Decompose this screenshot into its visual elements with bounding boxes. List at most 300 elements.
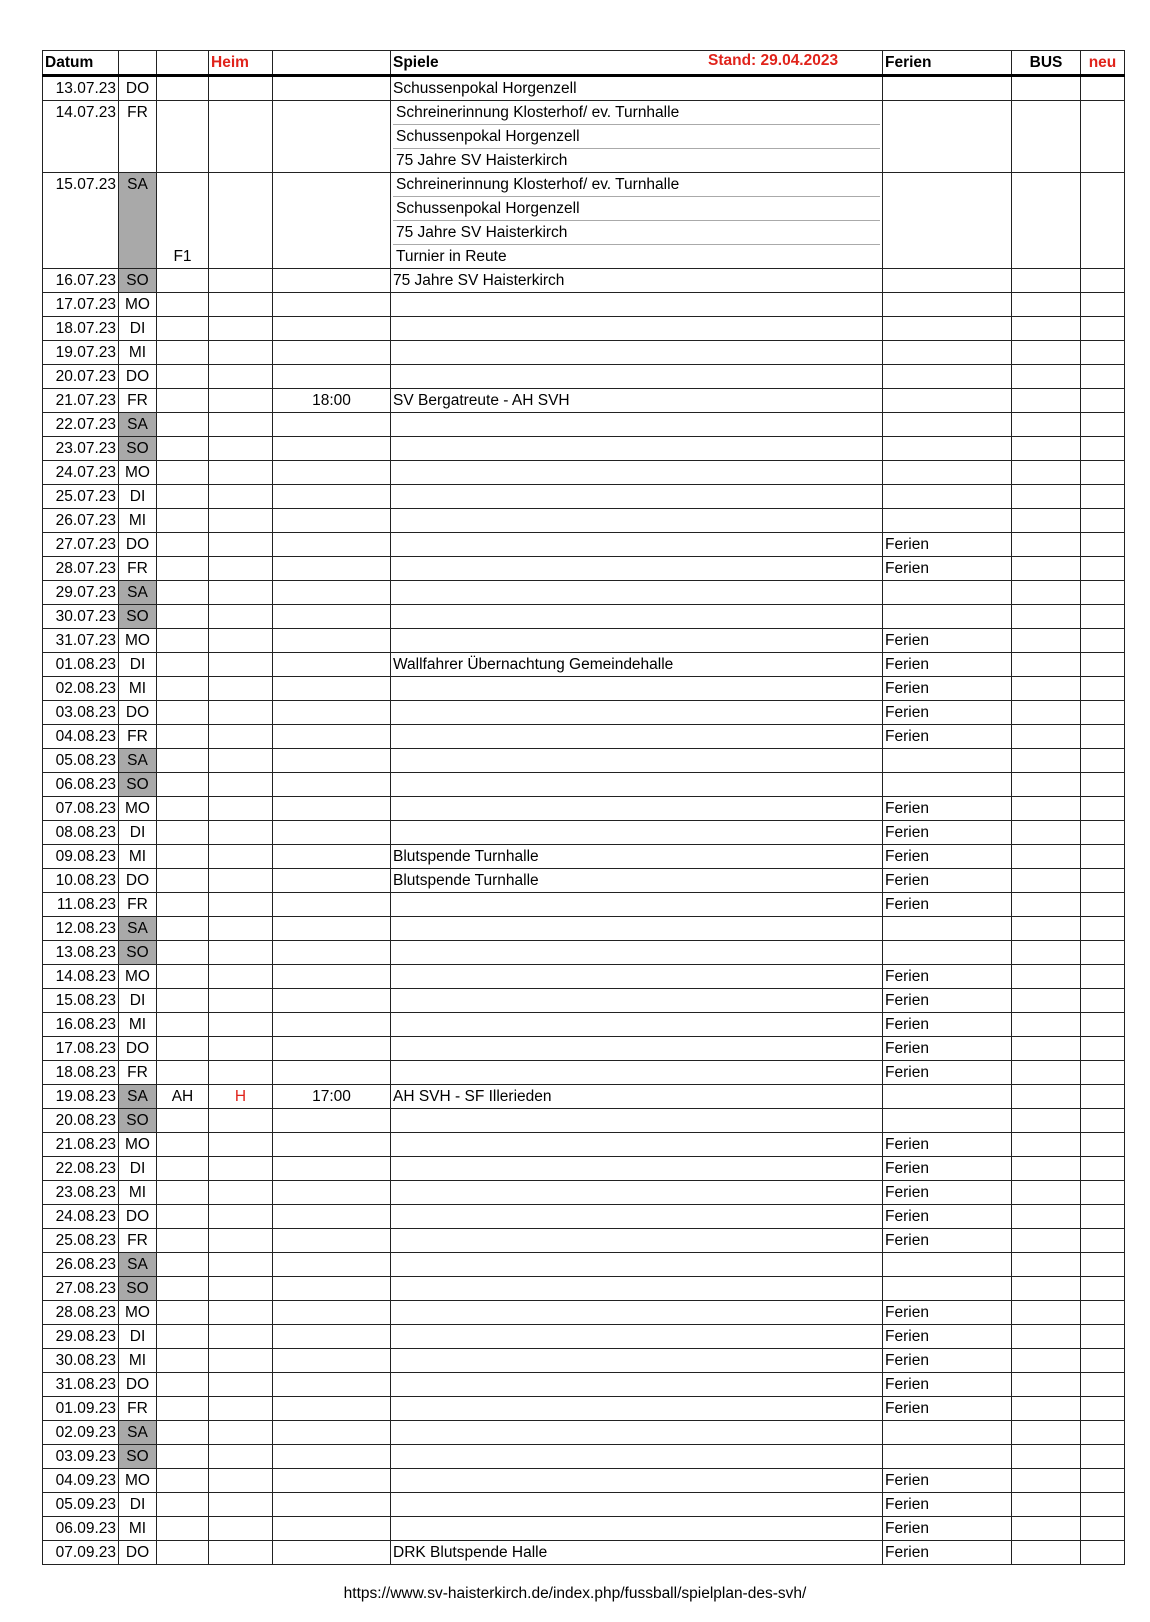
events-cell — [391, 557, 883, 581]
heim-cell — [209, 76, 273, 101]
time-cell — [273, 1301, 391, 1325]
heim-cell — [209, 989, 273, 1013]
ferien-cell: Ferien — [883, 1133, 1012, 1157]
neu-cell — [1081, 413, 1125, 437]
ferien-cell — [883, 581, 1012, 605]
heim-cell — [209, 533, 273, 557]
team-cell — [157, 365, 209, 389]
events-cell — [391, 1157, 883, 1181]
ferien-cell — [883, 76, 1012, 101]
bus-cell — [1012, 1253, 1081, 1277]
heim-cell — [209, 1277, 273, 1301]
ferien-cell — [883, 293, 1012, 317]
ferien-cell: Ferien — [883, 1373, 1012, 1397]
time-cell: 17:00 — [273, 1085, 391, 1109]
events-cell: Schussenpokal Horgenzell — [391, 76, 883, 101]
table-row — [43, 605, 1125, 629]
weekday-cell: DI — [119, 1493, 157, 1517]
date-cell: 21.08.23 — [43, 1133, 119, 1157]
neu-cell — [1081, 1157, 1125, 1181]
weekday-cell: SA — [119, 1421, 157, 1445]
time-cell — [273, 869, 391, 893]
weekday-cell: DO — [119, 76, 157, 101]
weekday-cell: MI — [119, 845, 157, 869]
neu-cell — [1081, 845, 1125, 869]
neu-cell — [1081, 1013, 1125, 1037]
table-row — [43, 1493, 1125, 1517]
date-cell: 01.09.23 — [43, 1397, 119, 1421]
table-row — [43, 629, 1125, 653]
table-row — [43, 845, 1125, 869]
weekday-cell: FR — [119, 1061, 157, 1085]
time-cell — [273, 821, 391, 845]
table-row — [43, 1421, 1125, 1445]
heim-cell — [209, 869, 273, 893]
weekday-cell: DI — [119, 485, 157, 509]
ferien-cell — [883, 749, 1012, 773]
neu-cell — [1081, 1277, 1125, 1301]
bus-cell — [1012, 797, 1081, 821]
date-cell: 05.09.23 — [43, 1493, 119, 1517]
weekday-cell: FR — [119, 557, 157, 581]
ferien-cell — [883, 365, 1012, 389]
weekday-cell: FR — [119, 101, 157, 173]
heim-cell — [209, 485, 273, 509]
neu-cell — [1081, 461, 1125, 485]
weekday-cell: SO — [119, 269, 157, 293]
time-cell — [273, 893, 391, 917]
ferien-cell: Ferien — [883, 989, 1012, 1013]
heim-cell — [209, 965, 273, 989]
team-cell — [157, 1157, 209, 1181]
table-row — [43, 581, 1125, 605]
table-row — [43, 653, 1125, 677]
footer-url: https://www.sv-haisterkirch.de/index.php/fussball/spielplan-des-svh/ — [343, 1585, 807, 1602]
team-cell — [157, 893, 209, 917]
team-cell — [157, 629, 209, 653]
table-row — [43, 1133, 1125, 1157]
date-cell: 06.08.23 — [43, 773, 119, 797]
events-cell — [391, 821, 883, 845]
bus-cell — [1012, 845, 1081, 869]
team-cell — [157, 76, 209, 101]
team-cell — [157, 293, 209, 317]
table-row — [43, 1397, 1125, 1421]
heim-cell — [209, 101, 273, 173]
heim-cell — [209, 365, 273, 389]
weekday-cell: MO — [119, 1133, 157, 1157]
weekday-cell: SA — [119, 917, 157, 941]
weekday-cell: SO — [119, 1445, 157, 1469]
date-cell: 20.07.23 — [43, 365, 119, 389]
bus-cell — [1012, 509, 1081, 533]
team-cell — [157, 845, 209, 869]
ferien-cell: Ferien — [883, 725, 1012, 749]
team-cell: F1 — [157, 173, 209, 269]
heim-cell — [209, 1397, 273, 1421]
team-cell — [157, 1445, 209, 1469]
team-cell — [157, 797, 209, 821]
team-cell — [157, 869, 209, 893]
weekday-cell: MO — [119, 797, 157, 821]
bus-cell — [1012, 821, 1081, 845]
events-cell — [391, 773, 883, 797]
ferien-cell: Ferien — [883, 893, 1012, 917]
neu-cell — [1081, 701, 1125, 725]
heim-cell — [209, 941, 273, 965]
neu-cell — [1081, 653, 1125, 677]
date-cell: 15.08.23 — [43, 989, 119, 1013]
heim-cell: H — [209, 1085, 273, 1109]
header-spiele: Spiele — [391, 51, 883, 76]
bus-cell — [1012, 1037, 1081, 1061]
date-cell: 27.07.23 — [43, 533, 119, 557]
bus-cell — [1012, 677, 1081, 701]
events-cell: Blutspende Turnhalle — [391, 869, 883, 893]
heim-cell — [209, 1325, 273, 1349]
heim-cell — [209, 557, 273, 581]
time-cell — [273, 413, 391, 437]
time-cell — [273, 605, 391, 629]
heim-cell — [209, 1493, 273, 1517]
neu-cell — [1081, 365, 1125, 389]
time-cell — [273, 509, 391, 533]
event-line: Turnier in Reute — [396, 248, 507, 265]
events-cell — [391, 893, 883, 917]
ferien-cell: Ferien — [883, 1493, 1012, 1517]
heim-cell — [209, 1013, 273, 1037]
events-cell — [391, 1277, 883, 1301]
bus-cell — [1012, 413, 1081, 437]
events-cell — [391, 101, 883, 173]
bus-cell — [1012, 773, 1081, 797]
heim-cell — [209, 701, 273, 725]
heim-cell — [209, 509, 273, 533]
heim-cell — [209, 413, 273, 437]
team-cell — [157, 677, 209, 701]
neu-cell — [1081, 1109, 1125, 1133]
neu-cell — [1081, 533, 1125, 557]
time-cell — [273, 797, 391, 821]
events-cell — [391, 1013, 883, 1037]
ferien-cell: Ferien — [883, 821, 1012, 845]
bus-cell — [1012, 1061, 1081, 1085]
events-cell — [391, 1253, 883, 1277]
date-cell: 14.08.23 — [43, 965, 119, 989]
bus-cell — [1012, 1277, 1081, 1301]
neu-cell — [1081, 269, 1125, 293]
date-cell: 21.07.23 — [43, 389, 119, 413]
events-cell: SV Bergatreute - AH SVH — [391, 389, 883, 413]
team-cell — [157, 701, 209, 725]
events-cell — [391, 917, 883, 941]
bus-cell — [1012, 293, 1081, 317]
neu-cell — [1081, 1493, 1125, 1517]
table-row — [43, 413, 1125, 437]
bus-cell — [1012, 389, 1081, 413]
date-cell: 11.08.23 — [43, 893, 119, 917]
time-cell — [273, 1541, 391, 1565]
ferien-cell: Ferien — [883, 1181, 1012, 1205]
table-row — [43, 701, 1125, 725]
bus-cell — [1012, 653, 1081, 677]
heim-cell — [209, 749, 273, 773]
table-row — [43, 1109, 1125, 1133]
table-row — [43, 1181, 1125, 1205]
time-cell — [273, 1109, 391, 1133]
time-cell — [273, 1397, 391, 1421]
team-cell — [157, 1325, 209, 1349]
team-cell — [157, 1373, 209, 1397]
weekday-cell: DI — [119, 1325, 157, 1349]
bus-cell — [1012, 1325, 1081, 1349]
heim-cell — [209, 653, 273, 677]
ferien-cell: Ferien — [883, 1157, 1012, 1181]
weekday-cell: DI — [119, 821, 157, 845]
heim-cell — [209, 1421, 273, 1445]
team-cell — [157, 725, 209, 749]
neu-cell — [1081, 965, 1125, 989]
table-row — [43, 1157, 1125, 1181]
time-cell — [273, 845, 391, 869]
bus-cell — [1012, 533, 1081, 557]
time-cell — [273, 1253, 391, 1277]
ferien-cell — [883, 341, 1012, 365]
ferien-cell: Ferien — [883, 1397, 1012, 1421]
bus-cell — [1012, 1229, 1081, 1253]
ferien-cell — [883, 509, 1012, 533]
table-row — [43, 317, 1125, 341]
ferien-cell — [883, 1445, 1012, 1469]
team-cell — [157, 461, 209, 485]
date-cell: 19.07.23 — [43, 341, 119, 365]
event-line: Schreinerinnung Klosterhof/ ev. Turnhalle — [393, 101, 880, 125]
bus-cell — [1012, 269, 1081, 293]
date-cell: 29.08.23 — [43, 1325, 119, 1349]
event-line: 75 Jahre SV Haisterkirch — [393, 221, 880, 245]
table-row — [43, 101, 1125, 173]
neu-cell — [1081, 773, 1125, 797]
time-cell — [273, 1181, 391, 1205]
neu-cell — [1081, 725, 1125, 749]
date-cell: 31.08.23 — [43, 1373, 119, 1397]
weekday-cell: DI — [119, 317, 157, 341]
bus-cell — [1012, 869, 1081, 893]
bus-cell — [1012, 581, 1081, 605]
table-row — [43, 749, 1125, 773]
weekday-cell: SO — [119, 437, 157, 461]
time-cell — [273, 1445, 391, 1469]
time-cell — [273, 533, 391, 557]
bus-cell — [1012, 1085, 1081, 1109]
date-cell: 28.07.23 — [43, 557, 119, 581]
team-cell — [157, 557, 209, 581]
neu-cell — [1081, 749, 1125, 773]
neu-cell — [1081, 605, 1125, 629]
ferien-cell: Ferien — [883, 653, 1012, 677]
events-cell — [391, 1493, 883, 1517]
weekday-cell: SA — [119, 173, 157, 269]
heim-cell — [209, 677, 273, 701]
time-cell — [273, 1493, 391, 1517]
date-cell: 03.09.23 — [43, 1445, 119, 1469]
header-bus: BUS — [1012, 51, 1081, 76]
weekday-cell: MI — [119, 677, 157, 701]
bus-cell — [1012, 365, 1081, 389]
events-cell — [391, 293, 883, 317]
ferien-cell — [883, 317, 1012, 341]
events-cell — [391, 1373, 883, 1397]
ferien-cell: Ferien — [883, 845, 1012, 869]
heim-cell — [209, 341, 273, 365]
bus-cell — [1012, 1109, 1081, 1133]
ferien-cell: Ferien — [883, 1229, 1012, 1253]
time-cell — [273, 76, 391, 101]
neu-cell — [1081, 341, 1125, 365]
weekday-cell: FR — [119, 1397, 157, 1421]
time-cell — [273, 1229, 391, 1253]
neu-cell — [1081, 1037, 1125, 1061]
ferien-cell: Ferien — [883, 797, 1012, 821]
events-cell — [391, 1397, 883, 1421]
heim-cell — [209, 821, 273, 845]
bus-cell — [1012, 1469, 1081, 1493]
heim-cell — [209, 1133, 273, 1157]
date-cell: 18.07.23 — [43, 317, 119, 341]
table-row — [43, 917, 1125, 941]
table-row — [43, 965, 1125, 989]
weekday-cell: DI — [119, 653, 157, 677]
team-cell — [157, 1229, 209, 1253]
table-row — [43, 1037, 1125, 1061]
neu-cell — [1081, 1205, 1125, 1229]
bus-cell — [1012, 1301, 1081, 1325]
heim-cell — [209, 437, 273, 461]
bus-cell — [1012, 1397, 1081, 1421]
ferien-cell — [883, 389, 1012, 413]
team-cell — [157, 101, 209, 173]
table-row — [43, 1541, 1125, 1565]
ferien-cell: Ferien — [883, 1325, 1012, 1349]
weekday-cell: MI — [119, 1181, 157, 1205]
heim-cell — [209, 1445, 273, 1469]
time-cell — [273, 941, 391, 965]
neu-cell — [1081, 557, 1125, 581]
ferien-cell: Ferien — [883, 1469, 1012, 1493]
events-cell: AH SVH - SF Illerieden — [391, 1085, 883, 1109]
team-cell — [157, 1061, 209, 1085]
events-cell: 75 Jahre SV Haisterkirch — [391, 269, 883, 293]
table-row — [43, 365, 1125, 389]
team-cell — [157, 965, 209, 989]
table-row — [43, 1013, 1125, 1037]
table-row — [43, 893, 1125, 917]
header-time — [273, 51, 391, 76]
date-cell: 10.08.23 — [43, 869, 119, 893]
neu-cell — [1081, 1061, 1125, 1085]
bus-cell — [1012, 76, 1081, 101]
team-cell — [157, 1541, 209, 1565]
events-cell — [391, 509, 883, 533]
team-cell — [157, 1397, 209, 1421]
weekday-cell: MI — [119, 509, 157, 533]
weekday-cell: SA — [119, 1253, 157, 1277]
team-cell — [157, 269, 209, 293]
ferien-cell: Ferien — [883, 677, 1012, 701]
ferien-cell: Ferien — [883, 869, 1012, 893]
header-team — [157, 51, 209, 76]
bus-cell — [1012, 341, 1081, 365]
events-cell: Wallfahrer Übernachtung Gemeindehalle — [391, 653, 883, 677]
events-cell: Blutspende Turnhalle — [391, 845, 883, 869]
heim-cell — [209, 1253, 273, 1277]
time-cell — [273, 1133, 391, 1157]
time-cell — [273, 173, 391, 269]
date-cell: 12.08.23 — [43, 917, 119, 941]
table-row — [43, 773, 1125, 797]
date-cell: 24.08.23 — [43, 1205, 119, 1229]
date-cell: 26.08.23 — [43, 1253, 119, 1277]
date-cell: 04.09.23 — [43, 1469, 119, 1493]
date-cell: 27.08.23 — [43, 1277, 119, 1301]
heim-cell — [209, 293, 273, 317]
weekday-cell: MI — [119, 1013, 157, 1037]
neu-cell — [1081, 1373, 1125, 1397]
bus-cell — [1012, 605, 1081, 629]
table-row — [43, 797, 1125, 821]
ferien-cell: Ferien — [883, 1517, 1012, 1541]
neu-cell — [1081, 989, 1125, 1013]
table-row — [43, 389, 1125, 413]
bus-cell — [1012, 1133, 1081, 1157]
heim-cell — [209, 1229, 273, 1253]
weekday-cell: SA — [119, 413, 157, 437]
time-cell — [273, 437, 391, 461]
weekday-cell: MI — [119, 341, 157, 365]
ferien-cell: Ferien — [883, 965, 1012, 989]
ferien-cell — [883, 413, 1012, 437]
date-cell: 06.09.23 — [43, 1517, 119, 1541]
stand-date: Stand: 29.04.2023 — [708, 52, 839, 69]
events-cell — [391, 1133, 883, 1157]
neu-cell — [1081, 1085, 1125, 1109]
time-cell — [273, 1013, 391, 1037]
date-cell: 26.07.23 — [43, 509, 119, 533]
bus-cell — [1012, 1541, 1081, 1565]
bus-cell — [1012, 1013, 1081, 1037]
weekday-cell: FR — [119, 389, 157, 413]
bus-cell — [1012, 461, 1081, 485]
date-cell: 30.07.23 — [43, 605, 119, 629]
header-neu: neu — [1081, 51, 1125, 76]
heim-cell — [209, 1109, 273, 1133]
weekday-cell: MO — [119, 1301, 157, 1325]
weekday-cell: SO — [119, 1277, 157, 1301]
date-cell: 14.07.23 — [43, 101, 119, 173]
bus-cell — [1012, 1205, 1081, 1229]
events-cell — [391, 1469, 883, 1493]
events-cell — [391, 533, 883, 557]
neu-cell — [1081, 629, 1125, 653]
events-cell — [391, 749, 883, 773]
neu-cell — [1081, 1349, 1125, 1373]
table-row — [43, 533, 1125, 557]
time-cell — [273, 749, 391, 773]
team-cell — [157, 1421, 209, 1445]
time-cell — [273, 1349, 391, 1373]
ferien-cell — [883, 1421, 1012, 1445]
time-cell — [273, 461, 391, 485]
